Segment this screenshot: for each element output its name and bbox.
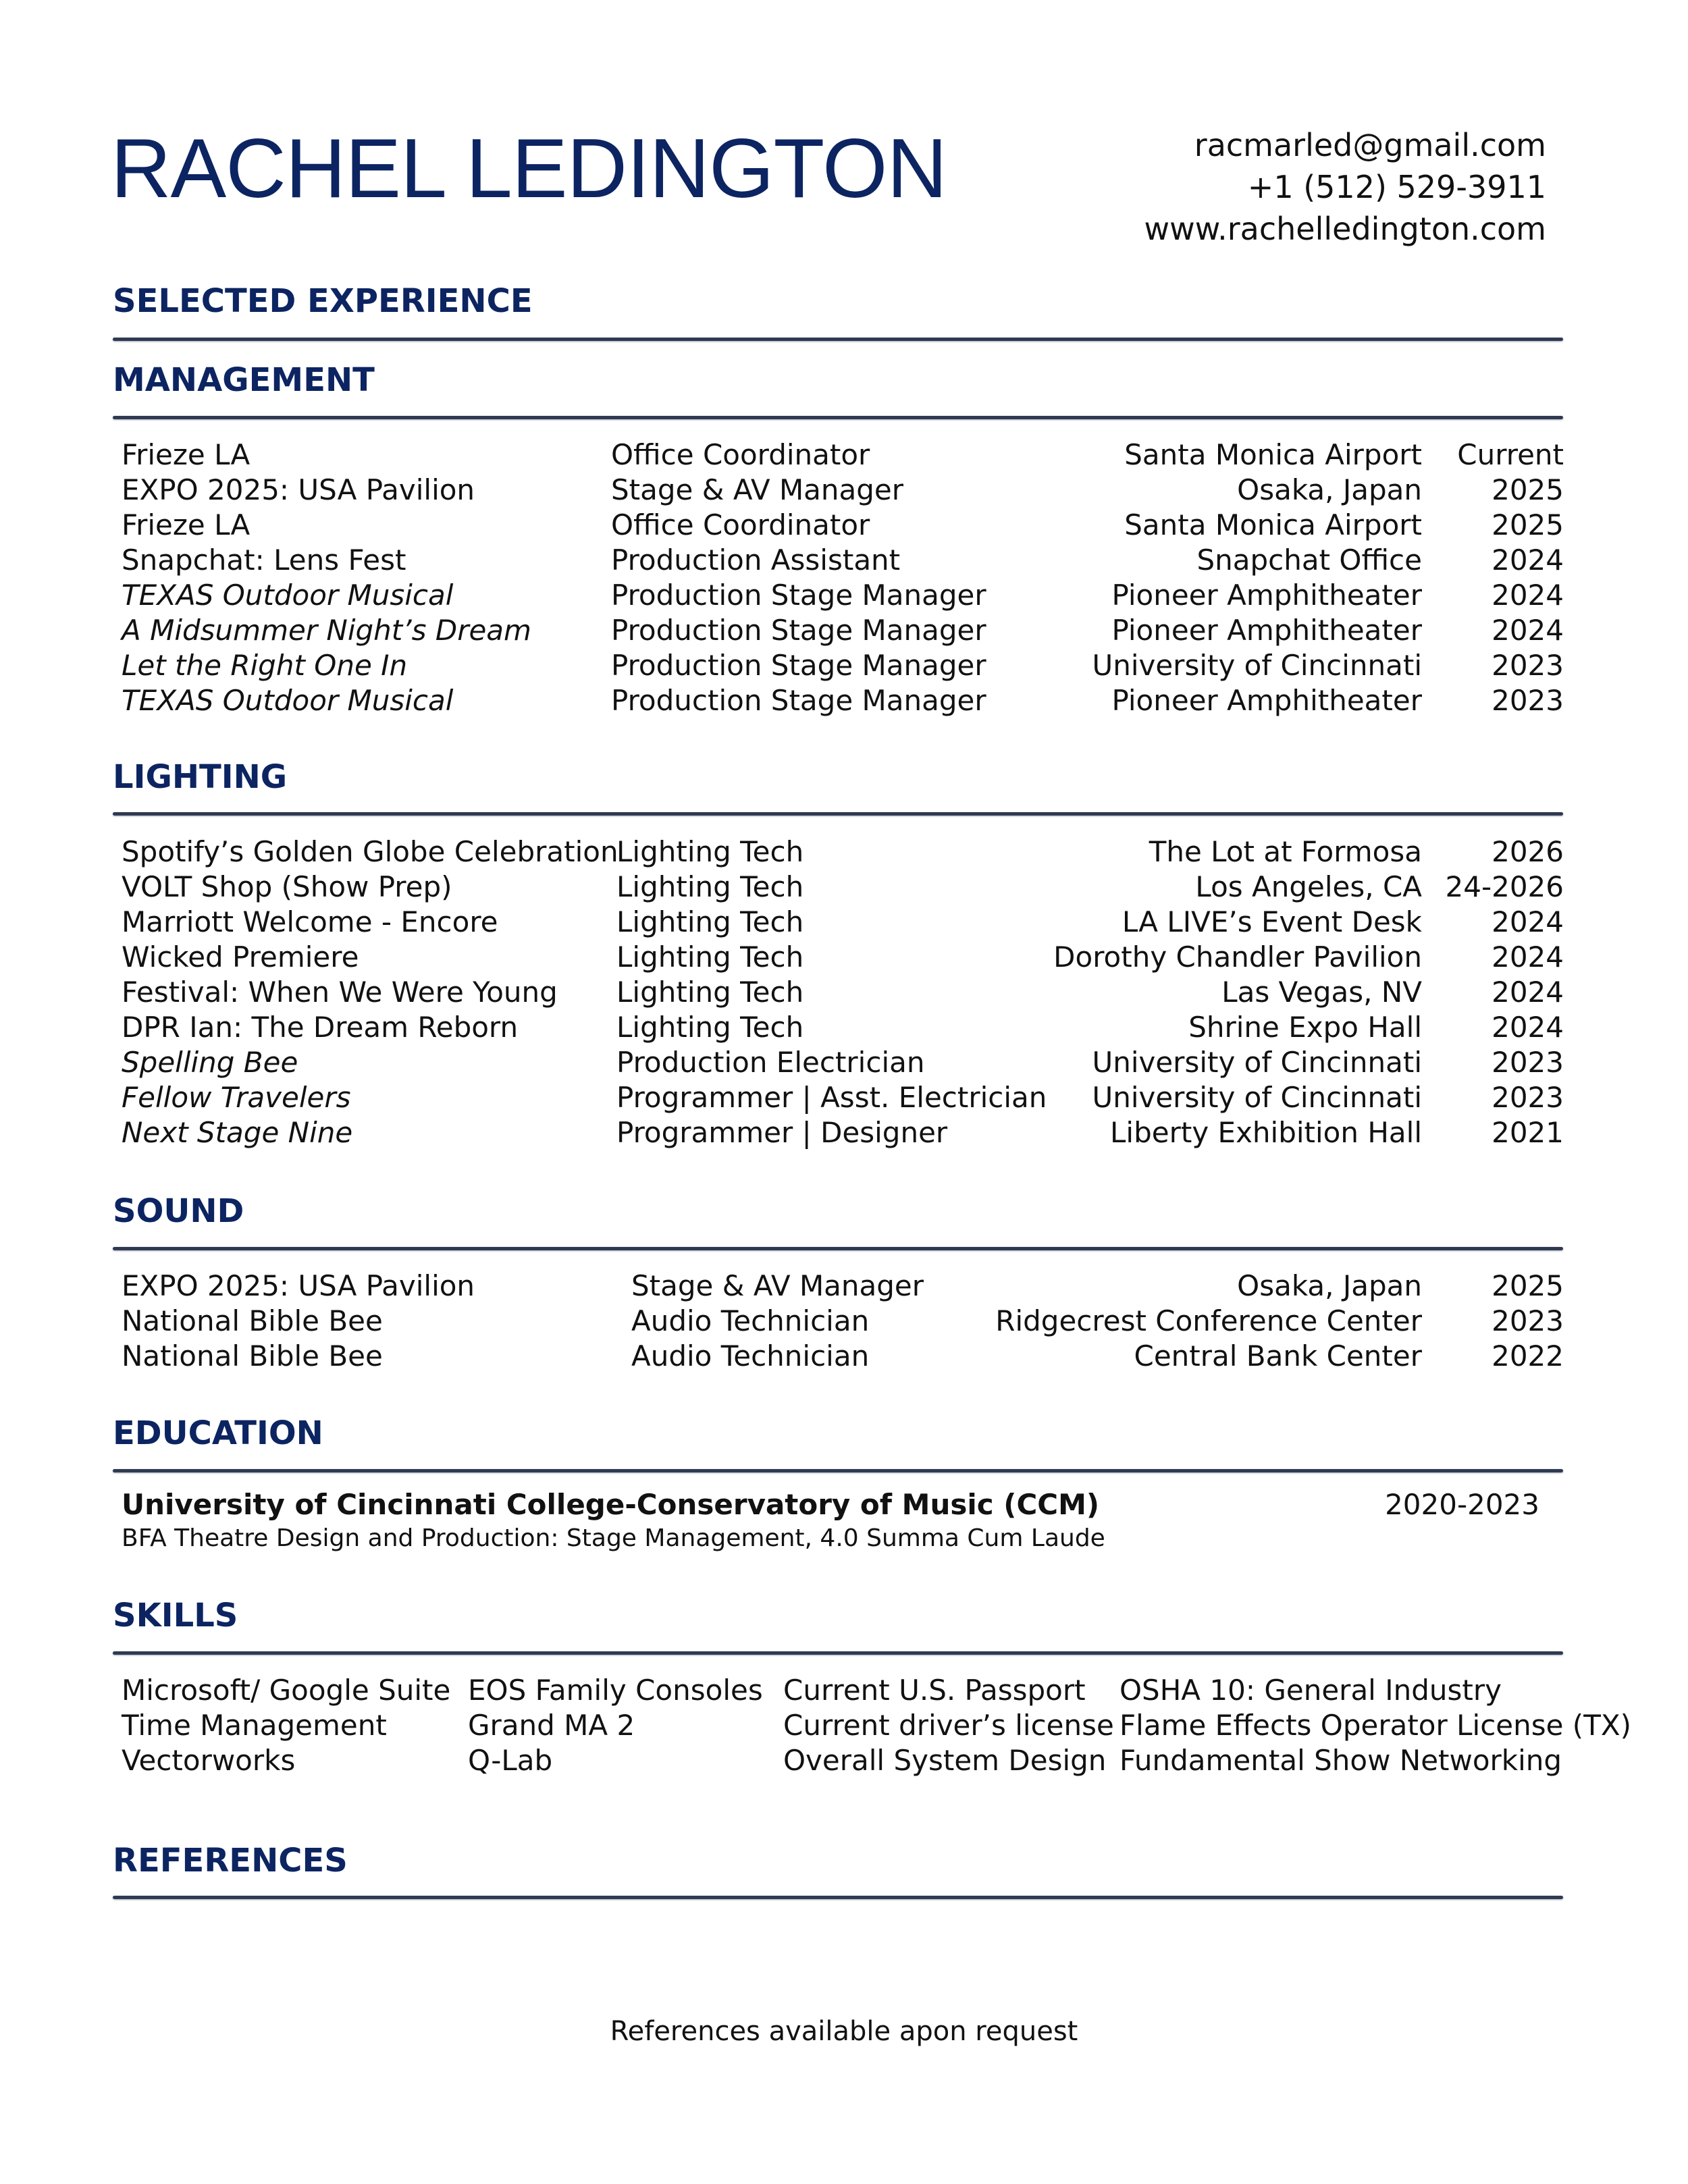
experience-location: Dorothy Chandler Pavilion	[1053, 940, 1422, 974]
experience-role: Lighting Tech	[616, 940, 804, 974]
experience-role: Production Stage Manager	[611, 684, 986, 717]
experience-location: Osaka, Japan	[1237, 473, 1422, 506]
experience-row	[122, 1269, 1564, 1304]
experience-year: 2025	[1492, 473, 1564, 506]
experience-role: Lighting Tech	[616, 1011, 804, 1044]
experience-role: Production Stage Manager	[611, 579, 986, 612]
experience-row	[122, 1304, 1564, 1339]
experience-project: Spotify’s Golden Globe Celebration	[122, 835, 618, 868]
experience-project: TEXAS Outdoor Musical	[122, 579, 454, 612]
experience-year: 2025	[1492, 508, 1564, 541]
experience-year: 2023	[1492, 649, 1564, 682]
section-divider	[113, 1247, 1563, 1250]
experience-project: Festival: When We Were Young	[122, 976, 558, 1009]
experience-row	[122, 905, 1564, 940]
experience-year: 2021	[1492, 1116, 1564, 1149]
experience-year: 2023	[1492, 1081, 1564, 1114]
skills-column	[1119, 1673, 1631, 1778]
experience-role: Production Stage Manager	[611, 649, 986, 682]
experience-location: University of Cincinnati	[1092, 649, 1422, 682]
experience-year: 2024	[1492, 905, 1564, 938]
experience-location: Osaka, Japan	[1237, 1269, 1422, 1302]
section-divider	[113, 812, 1563, 816]
experience-project: Frieze LA	[122, 438, 250, 471]
experience-role: Audio Technician	[631, 1339, 870, 1373]
experience-role: Stage & AV Manager	[631, 1269, 924, 1302]
experience-year: 2026	[1492, 835, 1564, 868]
experience-location: Liberty Exhibition Hall	[1110, 1116, 1422, 1149]
experience-role: Lighting Tech	[616, 976, 804, 1009]
section-divider	[113, 1469, 1563, 1472]
skill-item: OSHA 10: General Industry	[1119, 1674, 1502, 1707]
experience-location: Central Bank Center	[1134, 1339, 1422, 1373]
experience-location: University of Cincinnati	[1092, 1081, 1422, 1114]
experience-project: National Bible Bee	[122, 1304, 383, 1337]
contact-block	[1144, 124, 1546, 250]
education-years: 2020-2023	[1385, 1488, 1539, 1521]
experience-year: 2025	[1492, 1269, 1564, 1302]
experience-role: Lighting Tech	[616, 870, 804, 903]
experience-year: 2023	[1492, 1304, 1564, 1337]
skill-item: Q-Lab	[468, 1744, 553, 1777]
experience-project: Wicked Premiere	[122, 940, 359, 974]
skill-item: EOS Family Consoles	[468, 1674, 763, 1707]
section-divider	[113, 1651, 1563, 1655]
section-title-management: MANAGEMENT	[113, 361, 375, 399]
skill-item: Overall System Design	[783, 1744, 1107, 1777]
experience-row	[122, 613, 1564, 648]
experience-year: 2024	[1492, 579, 1564, 612]
phone-number: +1 (512) 529-3911	[1247, 169, 1546, 205]
experience-row	[122, 683, 1564, 718]
experience-role: Stage & AV Manager	[611, 473, 904, 506]
lighting-list	[122, 834, 1564, 1150]
website-link[interactable]: www.rachelledington.com	[1144, 211, 1546, 247]
experience-location: Snapchat Office	[1196, 543, 1422, 577]
experience-project: EXPO 2025: USA Pavilion	[122, 1269, 475, 1302]
experience-role: Production Stage Manager	[611, 614, 986, 647]
experience-project: VOLT Shop (Show Prep)	[122, 870, 452, 903]
section-title-lighting: LIGHTING	[113, 758, 288, 796]
experience-project: National Bible Bee	[122, 1339, 383, 1373]
section-title-references: REFERENCES	[113, 1842, 348, 1880]
experience-row	[122, 437, 1564, 473]
experience-row	[122, 940, 1564, 975]
experience-role: Lighting Tech	[616, 835, 804, 868]
experience-row	[122, 508, 1564, 543]
experience-location: University of Cincinnati	[1092, 1046, 1422, 1079]
skill-item: Grand MA 2	[468, 1709, 635, 1742]
section-divider	[113, 338, 1563, 341]
experience-row	[122, 578, 1564, 613]
experience-location: The Lot at Formosa	[1149, 835, 1422, 868]
section-title-selected-experience: SELECTED EXPERIENCE	[113, 282, 533, 320]
experience-location: Santa Monica Airport	[1124, 438, 1422, 471]
experience-location: LA LIVE’s Event Desk	[1122, 905, 1422, 938]
skill-item: Vectorworks	[122, 1744, 296, 1777]
skill-item: Current U.S. Passport	[783, 1674, 1086, 1707]
experience-year: 2022	[1492, 1339, 1564, 1373]
section-title-sound: SOUND	[113, 1192, 244, 1230]
candidate-name: RACHEL LEDINGTON	[111, 122, 947, 215]
experience-project: DPR Ian: The Dream Reborn	[122, 1011, 519, 1044]
experience-role: Office Coordinator	[611, 508, 870, 541]
skill-item: Microsoft/ Google Suite	[122, 1674, 451, 1707]
experience-year: 2024	[1492, 614, 1564, 647]
skill-item: Flame Effects Operator License (TX)	[1119, 1709, 1632, 1742]
experience-project: TEXAS Outdoor Musical	[122, 684, 454, 717]
experience-year: 2024	[1492, 1011, 1564, 1044]
experience-project: Marriott Welcome - Encore	[122, 905, 498, 938]
section-divider	[113, 416, 1563, 419]
experience-year: 2024	[1492, 543, 1564, 577]
skills-column	[783, 1673, 1114, 1778]
experience-location: Pioneer Amphitheater	[1111, 614, 1422, 647]
experience-project: Next Stage Nine	[122, 1116, 353, 1149]
experience-project: Frieze LA	[122, 508, 250, 541]
experience-row	[122, 473, 1564, 508]
experience-row	[122, 1010, 1564, 1045]
experience-row	[122, 834, 1564, 870]
section-divider	[113, 1896, 1563, 1899]
experience-year: 2023	[1492, 684, 1564, 717]
experience-project: Let the Right One In	[122, 649, 408, 682]
experience-project: A Midsummer Night’s Dream	[122, 614, 531, 647]
email-link[interactable]: racmarled@gmail.com	[1194, 127, 1546, 163]
experience-role: Audio Technician	[631, 1304, 870, 1337]
experience-role: Production Electrician	[616, 1046, 925, 1079]
references-note: References available apon request	[610, 2016, 1078, 2047]
experience-year: 2023	[1492, 1046, 1564, 1079]
experience-project: Fellow Travelers	[122, 1081, 351, 1114]
experience-project: Spelling Bee	[122, 1046, 298, 1079]
experience-row	[122, 1080, 1564, 1115]
management-list	[122, 437, 1564, 718]
education-school: University of Cincinnati College-Conservatory of Music (CCM)	[122, 1488, 1100, 1521]
section-title-skills: SKILLS	[113, 1597, 238, 1634]
experience-row	[122, 648, 1564, 683]
experience-row	[122, 1045, 1564, 1080]
experience-row	[122, 870, 1564, 905]
experience-row	[122, 1339, 1564, 1374]
experience-location: Santa Monica Airport	[1124, 508, 1422, 541]
education-degree: BFA Theatre Design and Production: Stage Management, 4.0 Summa Cum Laude	[122, 1524, 1105, 1552]
experience-row	[122, 1115, 1564, 1150]
skills-column	[468, 1673, 763, 1778]
experience-location: Las Vegas, NV	[1221, 976, 1422, 1009]
section-title-education: EDUCATION	[113, 1414, 323, 1452]
skill-item: Fundamental Show Networking	[1119, 1744, 1562, 1777]
experience-year: Current	[1457, 438, 1564, 471]
experience-role: Programmer | Designer	[616, 1116, 948, 1149]
sound-list	[122, 1269, 1564, 1374]
experience-year: 2024	[1492, 940, 1564, 974]
skills-column	[122, 1673, 450, 1778]
experience-year: 2024	[1492, 976, 1564, 1009]
skill-item: Time Management	[122, 1709, 387, 1742]
skill-item: Current driver’s license	[783, 1709, 1114, 1742]
experience-row	[122, 975, 1564, 1010]
experience-project: Snapchat: Lens Fest	[122, 543, 406, 577]
experience-location: Pioneer Amphitheater	[1111, 579, 1422, 612]
experience-location: Pioneer Amphitheater	[1111, 684, 1422, 717]
experience-role: Office Coordinator	[611, 438, 870, 471]
experience-project: EXPO 2025: USA Pavilion	[122, 473, 475, 506]
experience-location: Shrine Expo Hall	[1188, 1011, 1422, 1044]
experience-year: 24-2026	[1445, 870, 1564, 903]
experience-role: Lighting Tech	[616, 905, 804, 938]
experience-role: Production Assistant	[611, 543, 901, 577]
experience-role: Programmer | Asst. Electrician	[616, 1081, 1047, 1114]
experience-location: Los Angeles, CA	[1195, 870, 1422, 903]
experience-row	[122, 543, 1564, 578]
experience-location: Ridgecrest Conference Center	[995, 1304, 1422, 1337]
